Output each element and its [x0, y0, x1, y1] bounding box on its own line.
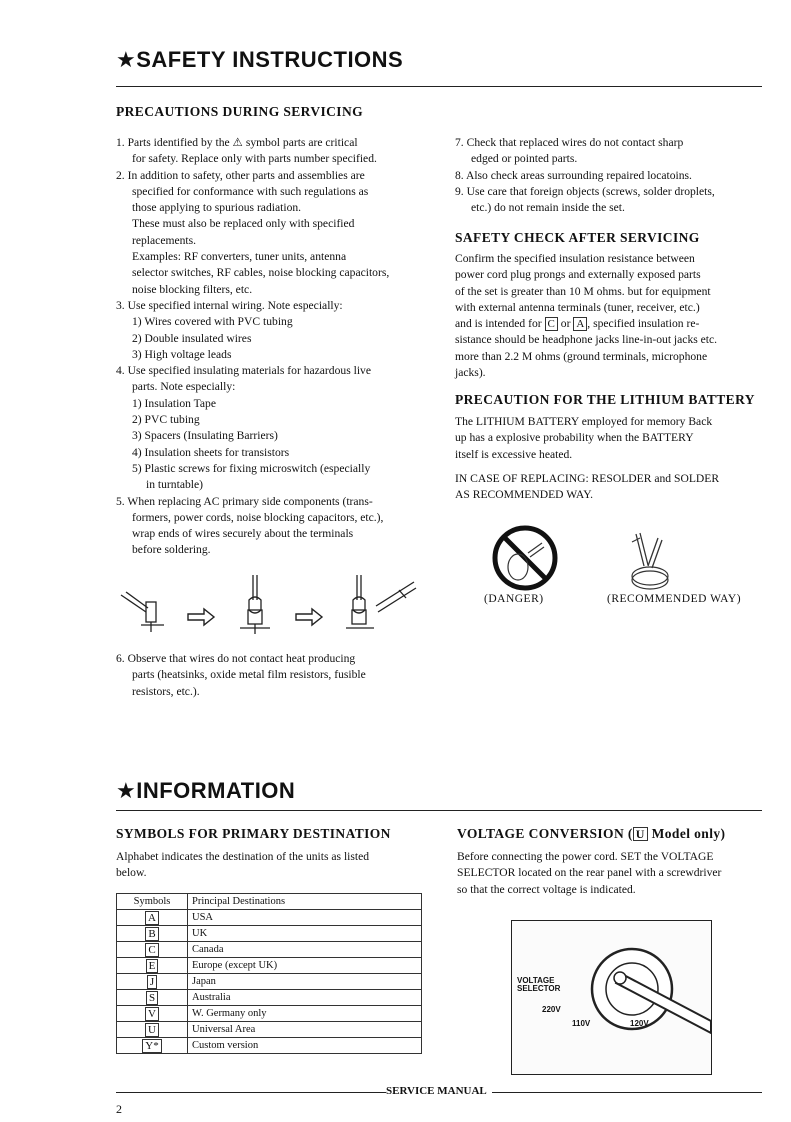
precautions-list-right: [455, 135, 763, 216]
recommended-caption: (RECOMMENDED WAY): [607, 593, 742, 605]
table-cell-destination: UK: [188, 926, 422, 942]
precautions-list-left: [116, 135, 424, 559]
safety-check-lines: [455, 251, 763, 316]
left-line: 5. When replacing AC primary side components (trans-: [116, 494, 373, 508]
voltage-line: SELECTOR located on the rear panel with a screwdriver: [457, 866, 722, 880]
table-header-symbols: Symbols: [117, 894, 188, 910]
table-row: [117, 974, 422, 990]
table-row: [117, 1038, 422, 1054]
arrow-right-icon: [188, 609, 214, 625]
table-cell-symbol: [117, 1038, 188, 1054]
danger-caption: (DANGER): [484, 593, 544, 605]
symbols-title: SYMBOLS FOR PRIMARY DESTINATION: [116, 826, 391, 841]
table-row: [117, 990, 422, 1006]
left-line: 1) Insulation Tape: [132, 396, 216, 410]
right-line: 9. Use care that foreign objects (screws, solder droplets,: [455, 184, 715, 198]
label-220v: 220V: [542, 1005, 561, 1014]
left-line: 5) Plastic screws for fixing microswitch (especially: [132, 461, 371, 475]
safety-rule: [116, 86, 762, 87]
safety-check-title: SAFETY CHECK AFTER SERVICING: [455, 230, 700, 245]
selector-label-line-2: SELECTOR: [517, 984, 561, 993]
safety-check-line: with external antenna terminals (tuner, receiver, etc.): [455, 300, 700, 314]
left-line: parts. Note especially:: [132, 380, 236, 394]
left-line: 2. In addition to safety, other parts and assemblies are: [116, 168, 365, 182]
voltage-title-pre: VOLTAGE CONVERSION (: [457, 826, 633, 841]
right-line: 7. Check that replaced wires do not contact sharp: [455, 136, 684, 149]
left-line: 3) Spacers (Insulating Barriers): [132, 429, 278, 443]
lithium-line: The LITHIUM BATTERY employed for memory Back: [455, 415, 713, 428]
replace-text: [455, 471, 763, 504]
safety-check-line: sistance should be headphone jacks line-in-out jacks etc.: [455, 333, 718, 347]
left-line: 1) Wires covered with PVC tubing: [132, 315, 293, 329]
safety-check-body: [455, 251, 763, 381]
table-row: [117, 910, 422, 926]
symbol-box: V: [145, 1007, 159, 1021]
symbol-box: Y*: [142, 1039, 161, 1053]
danger-illustration: [490, 523, 560, 593]
symbol-box: C: [145, 943, 158, 957]
table-cell-symbol: [117, 1006, 188, 1022]
left-line: replacements.: [132, 233, 197, 247]
left-line: noise blocking filters, etc.: [132, 282, 253, 296]
footer-rule-left: [116, 1092, 386, 1093]
left-line: wrap ends of wires securely about the terminals: [132, 527, 354, 541]
safety-check-line: more than 2.2 M ohms (ground terminals, microphone: [455, 349, 708, 363]
page-number: 2: [116, 1102, 122, 1116]
wire-wrap-illustration: [116, 570, 426, 640]
voltage-line: so that the correct voltage is indicated.: [457, 882, 636, 896]
safety-check-line: power cord plug prongs and externally exposed parts: [455, 268, 701, 282]
arrow-right-icon: [296, 609, 322, 625]
safety-check-line: of the set is greater than 10 M ohms. but for equipment: [455, 284, 711, 298]
table-row: [117, 1022, 422, 1038]
safety-check-or: or: [560, 317, 571, 331]
left-line: 3. Use specified internal wiring. Note especially:: [116, 298, 343, 312]
terminal-step-3: [346, 575, 416, 628]
symbol-box: A: [145, 911, 159, 925]
left-line: for safety. Replace only with parts number specified.: [132, 152, 377, 166]
table-cell-symbol: [117, 958, 188, 974]
table-cell-symbol: [117, 974, 188, 990]
safety-check-pre: and is intended for: [455, 317, 542, 331]
selector-label-line-1: VOLTAGE: [517, 976, 555, 985]
voltage-line: Before connecting the power cord. SET the VOLTAGE: [457, 850, 714, 863]
voltage-title: [457, 826, 725, 842]
table-row: [117, 942, 422, 958]
left-line: selector switches, RF cables, noise blocking capacitors,: [132, 266, 390, 280]
voltage-selector-label: [517, 977, 560, 993]
star-icon: ★: [116, 778, 137, 803]
left-line: specified for conformance with such regulations as: [132, 184, 369, 198]
safety-heading: [116, 47, 403, 73]
table-row: [117, 1006, 422, 1022]
right-line: edged or pointed parts.: [471, 152, 578, 166]
left-line: 4) Insulation sheets for transistors: [132, 445, 290, 459]
table-cell-destination: W. Germany only: [188, 1006, 422, 1022]
safety-check-inline: [455, 316, 763, 332]
safety-check-post: , specified insulation re-: [587, 317, 700, 331]
recommended-illustration: [618, 528, 678, 594]
table-cell-destination: Custom version: [188, 1038, 422, 1054]
information-rule: [116, 810, 762, 811]
table-row: [117, 926, 422, 942]
table-cell-destination: Japan: [188, 974, 422, 990]
symbol-box-c: C: [545, 317, 558, 331]
table-cell-symbol: [117, 942, 188, 958]
right-line: etc.) do not remain inside the set.: [471, 201, 625, 215]
destination-table: [116, 893, 422, 1054]
left-line: 3) High voltage leads: [132, 347, 232, 361]
table-cell-destination: Australia: [188, 990, 422, 1006]
item6-line: resistors, etc.).: [132, 684, 200, 698]
safety-heading-text: SAFETY INSTRUCTIONS: [136, 47, 404, 72]
footer-service-manual: SERVICE MANUAL: [386, 1085, 487, 1097]
left-line: 4. Use specified insulating materials for hazardous live: [116, 364, 371, 378]
symbols-line: below.: [116, 866, 147, 880]
table-header-destinations: Principal Destinations: [188, 894, 422, 910]
replace-line: AS RECOMMENDED WAY.: [455, 488, 593, 502]
safety-check-lines-2: [455, 332, 763, 381]
precautions-title: PRECAUTIONS DURING SERVICING: [116, 104, 364, 119]
table-cell-symbol: [117, 990, 188, 1006]
voltage-title-post: Model only): [651, 826, 726, 841]
left-line: formers, power cords, noise blocking capacitors, etc.),: [132, 510, 384, 524]
table-cell-symbol: [117, 1022, 188, 1038]
footer-rule-right: [492, 1092, 762, 1093]
table-row: [117, 958, 422, 974]
replace-line: IN CASE OF REPLACING: RESOLDER and SOLDER: [455, 472, 720, 485]
table-cell-destination: USA: [188, 910, 422, 926]
item6-line: 6. Observe that wires do not contact heat producing: [116, 652, 356, 665]
information-heading: [116, 778, 295, 804]
label-120v: 120V: [630, 1019, 649, 1028]
table-cell-destination: Universal Area: [188, 1022, 422, 1038]
star-icon: ★: [116, 47, 137, 72]
symbol-box: B: [145, 927, 158, 941]
terminal-step-1: [121, 592, 164, 632]
lithium-line: up has a explosive probability when the BATTERY: [455, 431, 694, 445]
lithium-title: PRECAUTION FOR THE LITHIUM BATTERY: [455, 392, 755, 407]
safety-check-line: jacks).: [455, 366, 486, 380]
symbol-box: E: [146, 959, 159, 973]
left-line: in turntable): [146, 478, 203, 492]
left-line: before soldering.: [132, 543, 211, 557]
left-line: Examples: RF converters, tuner units, antenna: [132, 250, 347, 264]
symbol-box: U: [145, 1023, 159, 1037]
right-line: 8. Also check areas surrounding repaired locatoins.: [455, 168, 692, 182]
table-header-row: [117, 894, 422, 910]
terminal-step-2: [240, 575, 270, 634]
voltage-text: [457, 849, 765, 898]
table-cell-symbol: [117, 910, 188, 926]
symbols-line: Alphabet indicates the destination of the units as listed: [116, 850, 370, 863]
left-line: 2) PVC tubing: [132, 413, 200, 427]
symbol-box-a: A: [573, 317, 587, 331]
table-cell-destination: Canada: [188, 942, 422, 958]
symbols-text: [116, 849, 424, 882]
left-line: 1. Parts identified by the ⚠ symbol parts are critical: [116, 136, 358, 149]
information-heading-text: INFORMATION: [136, 778, 296, 803]
table-cell-destination: Europe (except UK): [188, 958, 422, 974]
left-line: those applying to spurious radiation.: [132, 201, 302, 215]
label-110v: 110V: [572, 1019, 591, 1028]
lithium-text: [455, 414, 763, 463]
lithium-line: itself is excessive heated.: [455, 447, 573, 461]
symbol-box-u: U: [633, 827, 648, 841]
voltage-selector-illustration: [511, 920, 712, 1075]
symbol-box: S: [146, 991, 158, 1005]
table-cell-symbol: [117, 926, 188, 942]
precautions-item-6: [116, 651, 424, 700]
left-line: 2) Double insulated wires: [132, 331, 252, 345]
item6-line: parts (heatsinks, oxide metal film resistors, fusible: [132, 668, 366, 682]
left-line: These must also be replaced only with specified: [132, 217, 355, 231]
safety-check-line: Confirm the specified insulation resistance between: [455, 252, 695, 265]
symbol-box: J: [147, 975, 157, 989]
